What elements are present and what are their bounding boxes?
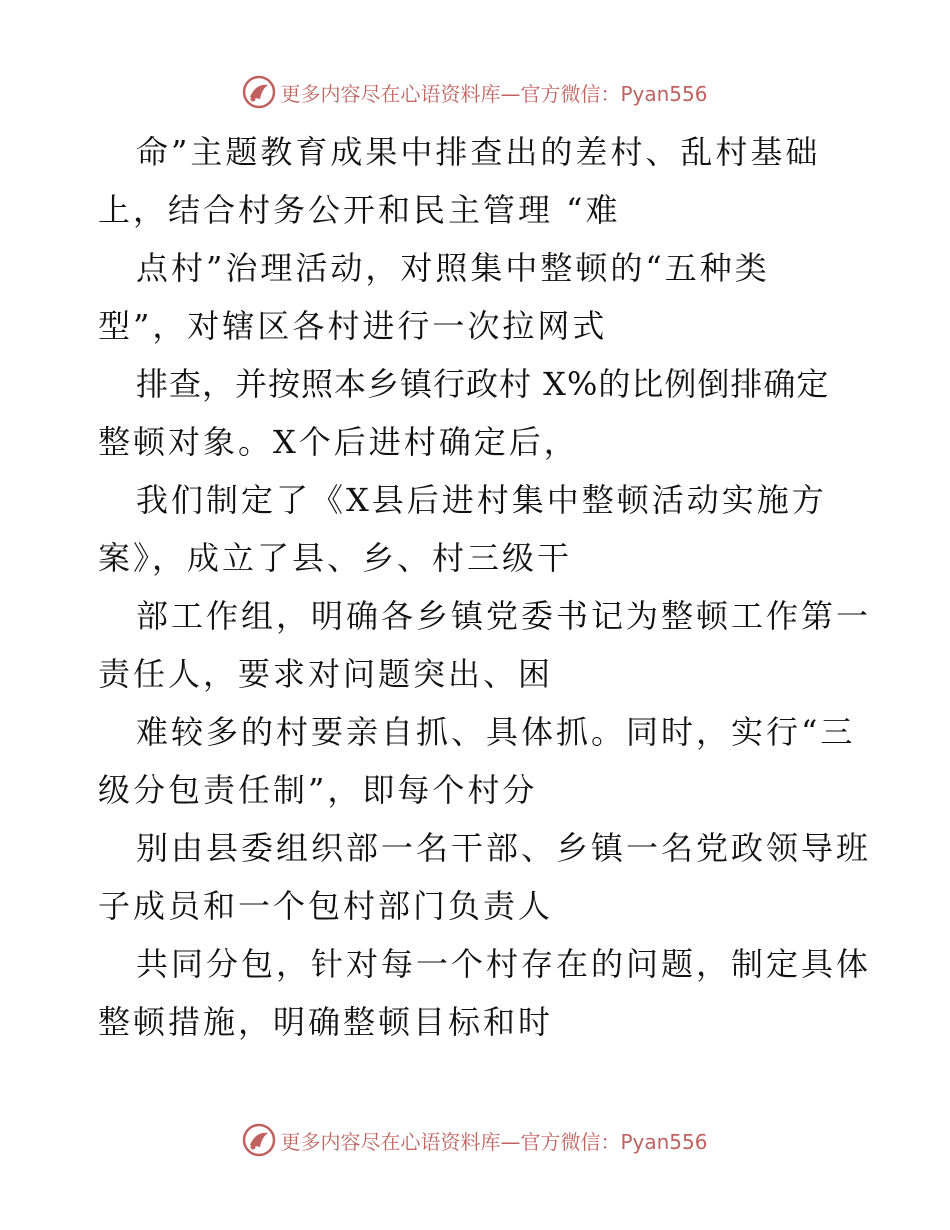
text-line: 命”主题教育成果中排查出的差村、乱村基础	[136, 133, 821, 171]
footer-banner	[0, 1120, 950, 1160]
text-line: 整顿措施，明确整顿目标和时	[98, 1003, 554, 1041]
text-line: 难较多的村要亲自抓、具体抓。同时，实行“三	[136, 713, 856, 751]
text-line: 案》，成立了县、乡、村三级干	[98, 539, 573, 577]
text-line: 子成员和一个包村部门负责人	[98, 887, 554, 925]
text-line: 部工作组，明确各乡镇党委书记为整顿工作第一	[136, 597, 872, 635]
text-line: 级分包责任制”，即每个村分	[98, 771, 538, 809]
logo-icon	[242, 75, 276, 109]
document-body	[98, 123, 878, 1051]
text-line: 整顿对象。X个后进村确定后，	[98, 423, 579, 461]
logo-icon	[242, 1123, 276, 1157]
text-line: 点村”治理活动，对照集中整顿的“五种类	[136, 249, 770, 287]
text-line: 型”，对辖区各村进行一次拉网式	[98, 307, 608, 345]
text-line: 别由县委组织部一名干部、乡镇一名党政领导班	[136, 829, 872, 867]
text-line: 上，结合村务公开和民主管理 “难	[98, 191, 621, 229]
text-line: 我们制定了《X县后进村集中整顿活动实施方	[136, 481, 827, 519]
text-line: 责任人，要求对问题突出、困	[98, 655, 554, 693]
header-banner	[0, 72, 950, 112]
footer-banner-text: 更多内容尽在心语资料库—官方微信：Pyan556	[280, 1129, 708, 1154]
header-banner-text: 更多内容尽在心语资料库—官方微信：Pyan556	[280, 81, 708, 106]
text-line: 排查，并按照本乡镇行政村 X%的比例倒排确定	[136, 365, 830, 403]
text-line: 共同分包，针对每一个村存在的问题，制定具体	[136, 945, 872, 983]
